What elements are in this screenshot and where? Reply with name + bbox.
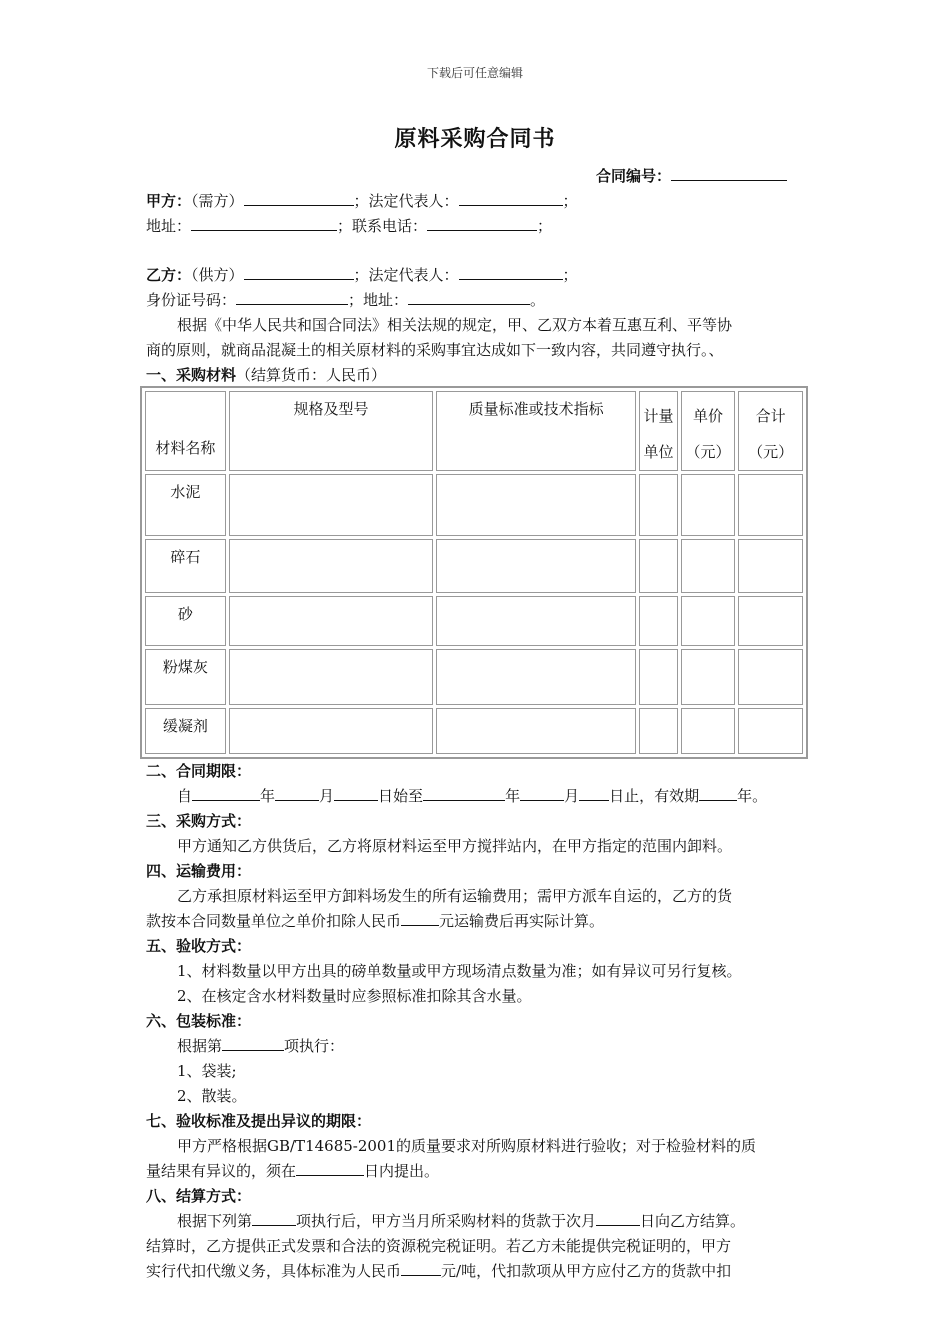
- unit-cell[interactable]: [639, 474, 677, 536]
- end-year-blank[interactable]: [423, 786, 505, 801]
- spec-cell[interactable]: [229, 708, 433, 754]
- total-cell[interactable]: [738, 596, 803, 646]
- section-4-heading: 四、运输费用：: [146, 862, 252, 880]
- objection-days-blank[interactable]: [296, 1161, 364, 1176]
- party-a-phone-blank[interactable]: [427, 216, 537, 231]
- party-a-rep-blank[interactable]: [459, 191, 563, 206]
- quality-cell[interactable]: [436, 649, 636, 705]
- table-row: [145, 474, 803, 536]
- transport-fee-blank[interactable]: [401, 911, 439, 926]
- header-note: 下载后可任意编辑: [426, 66, 523, 80]
- contract-number-line: 合同编号：: [596, 165, 787, 186]
- price-cell[interactable]: [681, 539, 736, 593]
- section-2-heading: 二、合同期限：: [146, 762, 252, 780]
- header-unit: 计量 单位: [639, 391, 677, 471]
- contract-number-blank[interactable]: [671, 166, 787, 181]
- party-b-name-blank[interactable]: [244, 265, 354, 280]
- start-month-blank[interactable]: [275, 786, 319, 801]
- party-b-rep-blank[interactable]: [459, 265, 563, 280]
- validity-years-blank[interactable]: [699, 786, 737, 801]
- section-3-heading: 三、采购方式：: [146, 812, 252, 830]
- section-3-body: 甲方通知乙方供货后，乙方将原材料运至甲方搅拌站内，在甲方指定的范围内卸料。: [177, 837, 733, 855]
- section-5-line-1: 1、材料数量以甲方出具的磅单数量或甲方现场清点数量为准；如有异议可另行复核。: [177, 962, 742, 980]
- table-row: [145, 708, 803, 754]
- term-line: 自 年 月 日始至 年 月 日止，有效期 年。: [177, 787, 768, 805]
- spec-cell[interactable]: [229, 539, 433, 593]
- party-a-address-blank[interactable]: [191, 216, 337, 231]
- spec-cell[interactable]: [229, 474, 433, 536]
- price-cell[interactable]: [681, 649, 736, 705]
- unit-cell[interactable]: [639, 596, 677, 646]
- party-b-line: 乙方：（供方） ；法定代表人： ；: [146, 266, 578, 284]
- quality-cell[interactable]: [436, 474, 636, 536]
- section-4-line-2: 款按本合同数量单位之单价扣除人民币 元运输费后再实际计算。: [146, 912, 605, 930]
- section-7-heading: 七、验收标准及提出异议的期限：: [146, 1112, 372, 1130]
- total-cell[interactable]: [738, 539, 803, 593]
- party-a-address-line: 地址： ；联系电话： ；: [146, 217, 553, 235]
- start-day-blank[interactable]: [334, 786, 378, 801]
- party-a-name-blank[interactable]: [244, 191, 354, 206]
- party-b-id-blank[interactable]: [236, 290, 348, 305]
- unit-cell[interactable]: [639, 649, 677, 705]
- material-cell: 缓凝剂: [145, 708, 226, 754]
- page-title: 原料采购合同书: [394, 127, 556, 152]
- material-cell: 水泥: [145, 474, 226, 536]
- total-cell[interactable]: [738, 708, 803, 754]
- party-a-line: 甲方：（需方） ；法定代表人： ；: [146, 192, 578, 210]
- header-quality: 质量标准或技术指标: [436, 391, 636, 471]
- table-row: [145, 539, 803, 593]
- table-row: [145, 596, 803, 646]
- section-1-heading: 一、采购材料（结算货币：人民币）: [146, 366, 387, 384]
- materials-table: [140, 386, 808, 759]
- quality-cell[interactable]: [436, 596, 636, 646]
- party-b-id-line: 身份证号码： ；地址： 。: [146, 291, 546, 309]
- section-6-heading: 六、包装标准：: [146, 1012, 252, 1030]
- material-cell: 砂: [145, 596, 226, 646]
- price-cell[interactable]: [681, 474, 736, 536]
- settlement-day-blank[interactable]: [596, 1211, 640, 1226]
- section-7-line-1: 甲方严格根据GB/T14685-2001的质量要求对所购原材料进行验收；对于检验材料的质: [177, 1137, 757, 1155]
- quality-cell[interactable]: [436, 708, 636, 754]
- spec-cell[interactable]: [229, 649, 433, 705]
- header-material-name: 材料名称: [145, 391, 226, 471]
- tax-rate-blank[interactable]: [401, 1261, 441, 1276]
- start-year-blank[interactable]: [192, 786, 260, 801]
- section-5-heading: 五、验收方式：: [146, 937, 252, 955]
- header-spec: 规格及型号: [229, 391, 433, 471]
- section-4-line-1: 乙方承担原材料运至甲方卸料场发生的所有运输费用；需甲方派车自运的，乙方的货: [177, 887, 733, 905]
- material-cell: 粉煤灰: [145, 649, 226, 705]
- quality-cell[interactable]: [436, 539, 636, 593]
- packaging-item-blank[interactable]: [222, 1036, 284, 1051]
- end-month-blank[interactable]: [520, 786, 564, 801]
- section-8-line-2: 结算时，乙方提供正式发票和合法的资源税完税证明。若乙方未能提供完税证明的，甲方: [146, 1237, 732, 1255]
- section-7-line-2: 量结果有异议的，须在 日内提出。: [146, 1162, 440, 1180]
- total-cell[interactable]: [738, 474, 803, 536]
- price-cell[interactable]: [681, 596, 736, 646]
- section-6-line-2: 1、袋装;: [177, 1062, 237, 1080]
- party-b-address-blank[interactable]: [408, 290, 530, 305]
- price-cell[interactable]: [681, 708, 736, 754]
- unit-cell[interactable]: [639, 539, 677, 593]
- end-day-blank[interactable]: [579, 786, 609, 801]
- section-8-heading: 八、结算方式：: [146, 1187, 252, 1205]
- material-cell: 碎石: [145, 539, 226, 593]
- table-row: [145, 649, 803, 705]
- header-price: 单价 （元）: [681, 391, 736, 471]
- spec-cell[interactable]: [229, 596, 433, 646]
- header-total: 合计 （元）: [738, 391, 803, 471]
- table-header-row: [145, 391, 803, 471]
- section-6-line-1: 根据第 项执行：: [177, 1037, 345, 1055]
- section-5-line-2: 2、在核定含水材料数量时应参照标准扣除其含水量。: [177, 987, 532, 1005]
- intro-line-2: 商的原则，就商品混凝土的相关原材料的采购事宜达成如下一致内容，共同遵守执行。、: [146, 341, 724, 359]
- intro-line-1: 根据《中华人民共和国合同法》相关法规的规定，甲、乙双方本着互惠互利、平等协: [177, 316, 733, 334]
- section-8-line-1: 根据下列第 项执行后，甲方当月所采购材料的货款于次月 日向乙方结算。: [177, 1212, 746, 1230]
- section-6-line-3: 2、散装。: [177, 1087, 247, 1105]
- section-8-line-3: 实行代扣代缴义务，具体标准为人民币 元/吨，代扣款项从甲方应付乙方的货款中扣: [146, 1262, 732, 1280]
- total-cell[interactable]: [738, 649, 803, 705]
- unit-cell[interactable]: [639, 708, 677, 754]
- settlement-item-blank[interactable]: [252, 1211, 296, 1226]
